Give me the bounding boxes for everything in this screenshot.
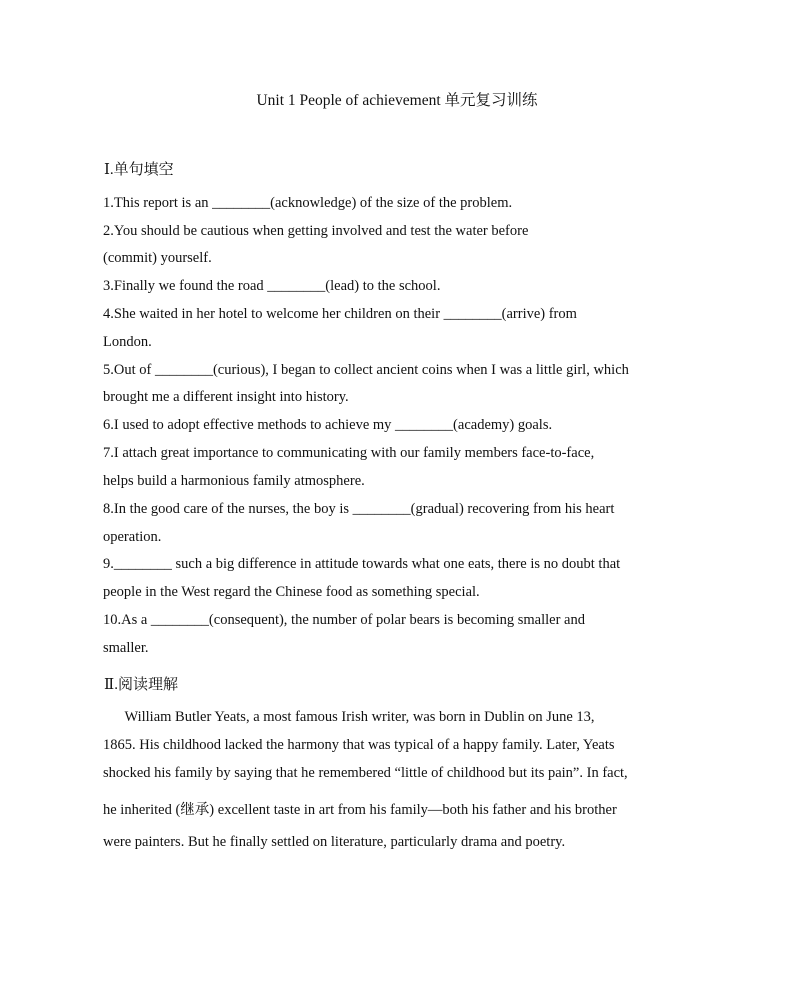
- question-line: (commit) yourself.: [103, 250, 212, 266]
- page-title: Unit 1 People of achievement 单元复习训练: [256, 92, 538, 109]
- question-line: brought me a different insight into history.: [103, 389, 349, 405]
- question-line: 4.She waited in her hotel to welcome her children on their ________(arrive) from: [103, 306, 577, 322]
- question-line: 5.Out of ________(curious), I began to collect ancient coins when I was a little girl, which: [103, 362, 629, 378]
- passage-line: 1865. His childhood lacked the harmony that was typical of a happy family. Later, Yeats: [103, 737, 615, 753]
- question-line: helps build a harmonious family atmosphere.: [103, 473, 365, 489]
- question-line: 10.As a ________(consequent), the number of polar bears is becoming smaller and: [103, 612, 585, 628]
- passage-line: William Butler Yeats, a most famous Irish writer, was born in Dublin on June 13,: [103, 709, 595, 725]
- question-line: 6.I used to adopt effective methods to achieve my ________(academy) goals.: [103, 417, 553, 433]
- question-line: smaller.: [103, 640, 149, 656]
- passage-line: shocked his family by saying that he remembered “little of childhood but its pain”. In fact,: [103, 765, 628, 781]
- question-line: 9.________ such a big difference in attitude towards what one eats, there is no doubt that: [103, 556, 621, 572]
- question-line: people in the West regard the Chinese food as something special.: [103, 584, 480, 600]
- question-line: 2.You should be cautious when getting involved and test the water before: [103, 223, 529, 239]
- section-heading-fill-blank: Ⅰ.单句填空: [104, 162, 174, 178]
- section-heading-reading: Ⅱ.阅读理解: [104, 677, 178, 693]
- question-line: 1.This report is an ________(acknowledge) of the size of the problem.: [103, 195, 513, 211]
- passage-line: he inherited (继承) excellent taste in art from his family—both his father and his brother: [103, 802, 617, 818]
- question-line: 8.In the good care of the nurses, the boy is ________(gradual) recovering from his heart: [103, 501, 615, 517]
- passage-line: were painters. But he finally settled on literature, particularly drama and poetry.: [103, 834, 566, 850]
- question-line: London.: [103, 334, 152, 350]
- question-line: 7.I attach great importance to communicating with our family members face-to-face,: [103, 445, 595, 461]
- question-line: operation.: [103, 529, 162, 545]
- question-line: 3.Finally we found the road ________(lead) to the school.: [103, 278, 441, 294]
